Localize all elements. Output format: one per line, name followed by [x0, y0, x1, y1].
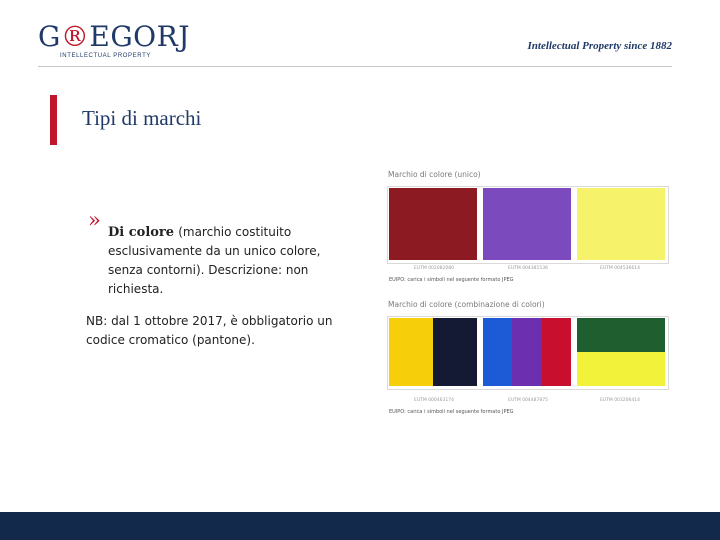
header-tagline: Intellectual Property since 1882 — [527, 40, 672, 52]
combo-swatch-2 — [483, 318, 571, 386]
bullet-heading — [108, 222, 358, 243]
combo-segment — [542, 318, 571, 386]
logo-wordmark — [38, 22, 190, 52]
combo-code-1: EUTM 000463174 — [414, 398, 454, 403]
single-format-note: EUIPO: carica i simboli nel seguente formato JPEG — [389, 277, 514, 283]
logo-text-2: EGORJ — [89, 20, 190, 53]
combo-segment — [577, 352, 665, 386]
footer-bar — [0, 512, 720, 540]
header-divider — [38, 66, 672, 67]
title-accent-bar — [50, 95, 57, 145]
single-code-2: EUTM 004381536 — [508, 266, 548, 271]
combo-segment — [512, 318, 541, 386]
figure-single-caption: Marchio di colore (unico) — [388, 170, 481, 179]
combo-segment — [433, 318, 477, 386]
logo-subtitle: INTELLECTUAL PROPERTY — [60, 53, 151, 59]
single-code-1: EUTM 002082080 — [414, 266, 454, 271]
combo-segment — [389, 318, 433, 386]
logo-text-1: G — [38, 20, 61, 53]
slide-title: Tipi di marchi — [82, 106, 202, 130]
figure-combo-caption: Marchio di colore (combinazione di colori) — [388, 300, 545, 309]
combo-segment — [483, 318, 512, 386]
combo-segment — [577, 318, 665, 352]
combo-code-2: EUTM 004487875 — [508, 398, 548, 403]
single-color-swatch — [577, 188, 665, 260]
company-logo — [38, 22, 190, 59]
combo-code-3: EUTM 003206414 — [600, 398, 640, 403]
combo-swatch-3 — [577, 318, 665, 386]
bullet-marker-icon: » — [88, 208, 101, 232]
logo-registered-mark: ® — [60, 20, 90, 53]
note-text: NB: dal 1 ottobre 2017, è obbligatorio un codice cromatico (pantone). — [86, 314, 333, 347]
bullet-bold-text: Di colore — [108, 225, 175, 240]
combo-format-note: EUIPO: carica i simboli nel seguente formato JPEG — [389, 409, 514, 415]
bullet-body-text: esclusivamente da un unico colore, senza contorni). Descrizione: non richiesta. — [108, 244, 321, 296]
single-color-swatch — [389, 188, 477, 260]
combo-swatch-1 — [389, 318, 477, 386]
single-code-3: EUTM 004536614 — [600, 266, 640, 271]
single-color-swatch — [483, 188, 571, 260]
bullet-first-line: (marchio costituito — [178, 225, 292, 239]
